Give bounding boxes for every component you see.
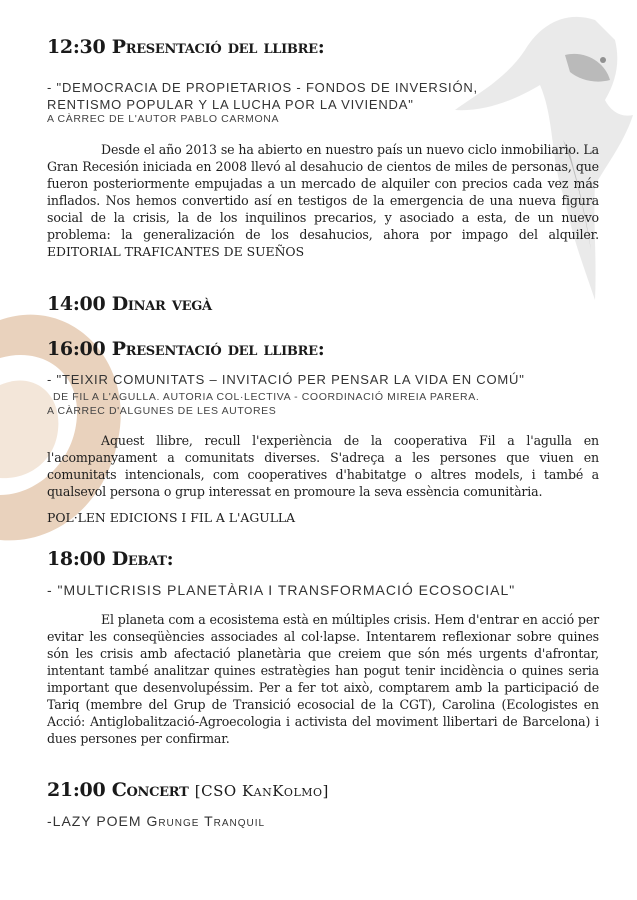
book-author: A CÀRREC DE L'AUTOR PABLO CARMONA bbox=[47, 113, 280, 125]
section-heading-1600: 16:00 Presentació del llibre: bbox=[47, 338, 325, 360]
book-title-line-3: - "TEIXIR COMUNITATS – INVITACIÓ PER PENSAR LA VIDA EN COMÚ" bbox=[47, 372, 525, 387]
book-credits: DE FIL A L'AGULLA. AUTORIA COL·LECTIVA - COORDINACIÓ MIREIA PARERA. bbox=[53, 391, 480, 403]
publisher-2: POL·LEN EDICIONS I FIL A L'AGULLA bbox=[47, 510, 296, 525]
debate-title: - "MULTICRISIS PLANETÀRIA I TRANSFORMACIÓ ECOSOCIAL" bbox=[47, 582, 516, 598]
section-heading-1800: 18:00 Debat: bbox=[47, 548, 174, 570]
section-heading-1230: 12:30 Presentació del llibre: bbox=[47, 36, 325, 58]
book-title-line-2: RENTISMO POPULAR Y LA LUCHA POR LA VIVIENDA" bbox=[47, 97, 414, 112]
concert-act: -LAZY POEM Grunge Tranquil bbox=[47, 813, 266, 829]
section-heading-2100: 21:00 Concert [CSO KanKolmo] bbox=[47, 779, 329, 801]
book-author-2: A CÀRREC D'ALGUNES DE LES AUTORES bbox=[47, 405, 277, 417]
section-heading-1400: 14:00 Dinar vegà bbox=[47, 293, 212, 315]
debate-description: El planeta com a ecosistema està en múltiples crisis. Hem d'entrar en acció per evitar les conseqüències associades al col·lapse. Intentarem reflexionar sobre quines són les crisis amb afectació planetària que creiem que són més urgents d'afrontar, intentant també analitzar quines estratègies han pogut tenir incidència o quines seria important que desenvolupéssim. Per a fer tot això, comptarem amb la participació de Tariq (membre del Grup de Transició ecosocial de la CGT), Carolina (Ecologistes en Acció: Antiglobalització-Agroecologia i activista del moviment llibertari de Barcelona) i dues persones per confirmar. bbox=[47, 612, 599, 746]
book-description-2: Aquest llibre, recull l'experiència de la cooperativa Fil a l'agulla en l'acompanyament a comunitats diverses. S'adreça a les persones que viuen en comunitats intencionals, com cooperatives d'habitatge o altres models, i també a qualsevol persona o grup interessat en promoure la seva essència comunitària. bbox=[47, 433, 599, 499]
publisher-1: EDITORIAL TRAFICANTES DE SUEÑOS bbox=[47, 244, 305, 259]
book-title-line-1: - "DEMOCRACIA DE PROPIETARIOS - FONDOS DE INVERSIÓN, bbox=[47, 80, 478, 95]
book-description-1: Desde el año 2013 se ha abierto en nuestro país un nuevo ciclo inmobiliario. La Gran Recesión iniciada en 2008 llevó al desahucio de cientos de miles de personas, que fueron posteriormente empujadas a un mercado de alquiler con precios cada vez más inflados. Nos hemos convertido así en testigos de la emergencia de una nueva figura social de la crisis, la de los inquilinos precarios, y asociado a esta, de un nuevo problema: la generalización de los desahucios, ahora por impago del alquiler. EDITORIAL TRAFICANTES DE SUEÑOS bbox=[47, 142, 599, 259]
concert-venue: [CSO KanKolmo] bbox=[194, 782, 329, 800]
